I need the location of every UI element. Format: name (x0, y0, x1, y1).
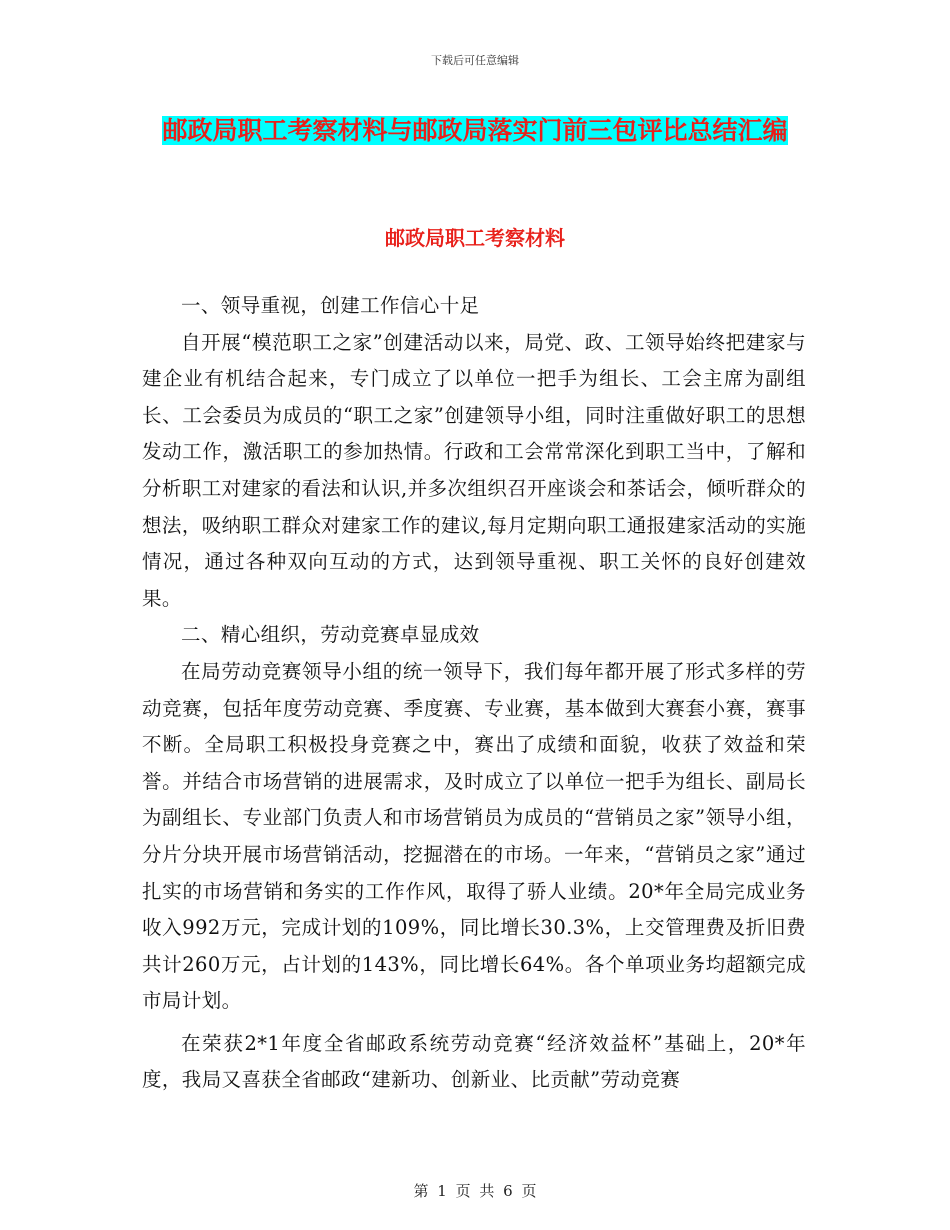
section-title: 邮政局职工考察材料 (385, 226, 565, 250)
paragraph-leadership: 自开展“模范职工之家”创建活动以来，局党、政、工领导始终把建家与建企业有机结合起来，专门成立了以单位一把手为组长、工会主席为副组长、工会委员为成员的“职工之家”创建领导小组，同时注重做好职工的思想发动工作，激活职工的参加热情。行政和工会常常深化到职工当中，了解和分析职工对建家的看法和认识,并多次组织召开座谈会和茶话会，倾听群众的想法，吸纳职工群众对建家工作的建议,每月定期向职工通报建家活动的实施情况，通过各种双向互动的方式，达到领导重视、职工关怀的良好创建效果。 (142, 330, 806, 610)
heading-organization: 二、精心组织，劳动竞赛卓显成效 (181, 623, 480, 647)
header-note: 下载后可任意编辑 (431, 54, 519, 67)
paragraph-organization: 在局劳动竞赛领导小组的统一领导下，我们每年都开展了形式多样的劳动竞赛，包括年度劳动竞赛、季度赛、专业赛，基本做到大赛套小赛，赛事不断。全局职工积极投身竞赛之中，赛出了成绩和面貌，收获了效益和荣誉。并结合市场营销的进展需求，及时成立了以单位一把手为组长、副局长为副组长、专业部门负责人和市场营销员为成员的“营销员之家”领导小组，分片分块开展市场营销活动，挖掘潜在的市场。一年来，“营销员之家”通过扎实的市场营销和务实的工作作风，取得了骄人业绩。20*年全局完成业务收入992万元，完成计划的109%，同比增长30.3%，上交管理费及折旧费共计260万元，占计划的143%，同比增长64%。各个单项业务均超额完成市局计划。 (142, 659, 806, 1013)
document-title (140, 108, 810, 154)
page-number: 第 1 页 共 6 页 (413, 1182, 537, 1200)
heading-leadership: 一、领导重视，创建工作信心十足 (181, 294, 480, 317)
paragraph-awards: 在荣获2*1年度全省邮政系统劳动竞赛“经济效益杯”基础上，20*年度，我局又喜获全省邮政“建新功、创新业、比贡献”劳动竞赛 (142, 1031, 806, 1092)
document-body (142, 288, 806, 1099)
document-title-text: 邮政局职工考察材料与邮政局落实门前三包评比总结汇编 (162, 116, 788, 145)
